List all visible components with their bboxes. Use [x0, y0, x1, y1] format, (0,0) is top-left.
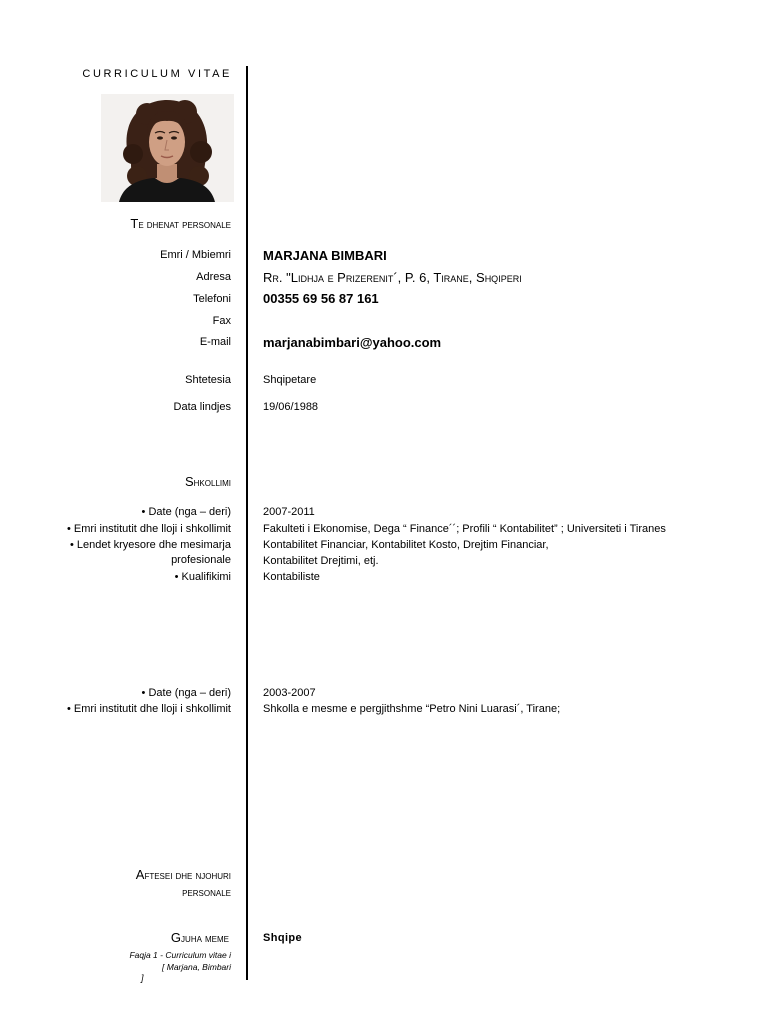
phone-value: 00355 69 56 87 161 [263, 291, 379, 306]
portrait-image [101, 94, 234, 202]
edu1-institution-value: Fakulteti i Ekonomise, Dega “ Finance´´; Profili “ Kontabilitet” ; Universiteti i Tiranes [263, 523, 666, 535]
skills-heading-line1 [136, 866, 231, 885]
mother-tongue-label [171, 929, 229, 948]
email-value[interactable]: marjanabimbari@yahoo.com [263, 335, 442, 350]
birthdate-value: 19/06/1988 [263, 401, 319, 413]
document-title: CURRICULUM VITAE [82, 68, 232, 80]
education-heading-initial: S [184, 474, 194, 489]
edu2-date-label: • Date (nga – deri) [141, 687, 231, 699]
skills-heading-initial: A [135, 867, 145, 882]
edu1-subjects-value-line2: Kontabilitet Drejtimi, etj. [263, 555, 379, 567]
edu1-subjects-label-line1: • Lendet kryesore dhe mesimarja [70, 539, 231, 551]
edu1-date-value: 2007-2011 [263, 506, 315, 518]
phone-label: Telefoni [193, 293, 231, 305]
email-label: E-mail [199, 336, 231, 348]
vertical-divider [246, 66, 248, 980]
fax-label: Fax [212, 315, 231, 327]
edu2-institution-value: Shkolla e mesme e pergjithshme “Petro Nini Luarasi´, Tirane; [263, 703, 561, 715]
skills-heading-line2: personale [182, 887, 231, 899]
address-value: Rr. "Lidhja e Prizerenit´, P. 6, Tirane, Shqiperi [263, 270, 522, 285]
mother-tongue-rest: juha meme [181, 933, 229, 945]
page-footer [129, 949, 231, 973]
footer-line2: [ Marjana, Bimbari [162, 962, 231, 972]
personal-heading-rest: e dhenat personale [138, 219, 231, 231]
edu1-subjects-label-line2: profesionale [171, 554, 231, 566]
mother-tongue-initial: G [170, 930, 182, 945]
name-value: MARJANA BIMBARI [263, 248, 387, 263]
profile-photo [101, 94, 234, 202]
edu1-date-label: • Date (nga – deri) [141, 506, 231, 518]
edu1-subjects-value-line1: Kontabilitet Financiar, Kontabilitet Kosto, Drejtim Financiar, [263, 539, 549, 551]
nationality-value: Shqipetare [263, 374, 317, 386]
skills-heading [136, 866, 231, 902]
footer-line3: ] [141, 973, 144, 983]
mother-tongue-value: Shqipe [263, 932, 303, 944]
name-label: Emri / Mbiemri [160, 249, 231, 261]
footer-line1: Faqja 1 - Curriculum vitae i [129, 950, 231, 960]
nationality-label: Shtetesia [185, 374, 231, 386]
address-label: Adresa [196, 271, 231, 283]
edu2-date-value: 2003-2007 [263, 687, 316, 699]
edu1-qualification-label: • Kualifikimi [174, 571, 231, 583]
skills-heading-rest: ftesei dhe njohuri [144, 870, 231, 882]
edu1-qualification-value: Kontabiliste [263, 571, 320, 583]
personal-heading-initial: T [130, 216, 139, 231]
education-heading-rest: hkollimi [193, 477, 231, 489]
personal-data-heading [130, 215, 231, 234]
birthdate-label: Data lindjes [173, 401, 231, 413]
education-heading [185, 473, 231, 492]
edu1-institution-label: • Emri institutit dhe lloji i shkollimit [66, 523, 231, 535]
edu2-institution-label: • Emri institutit dhe lloji i shkollimit [66, 703, 231, 715]
